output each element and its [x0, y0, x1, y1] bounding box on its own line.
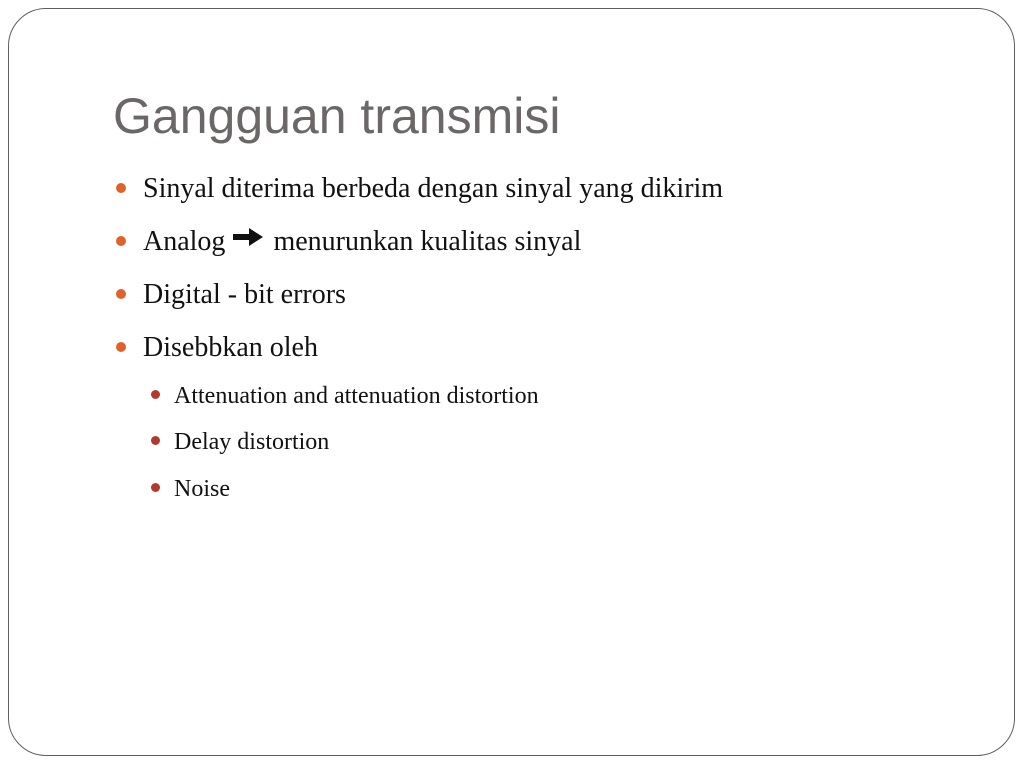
- sub-bullet-text: Noise: [174, 476, 230, 502]
- sub-bullet-dot-icon: [151, 390, 160, 399]
- bullet-dot-icon: [116, 183, 126, 193]
- bullet-text: Disebbkan oleh: [143, 332, 318, 363]
- bullet-text-before: Analog: [143, 226, 226, 257]
- sub-bullet-dot-icon: [151, 436, 160, 445]
- sub-bullet-item: [151, 474, 230, 504]
- right-arrow-icon: [231, 223, 265, 257]
- bullet-item: [116, 172, 723, 206]
- bullet-item: [116, 278, 346, 312]
- slide-title: Gangguan transmisi: [113, 88, 561, 144]
- bullet-text-after: menurunkan kualitas sinyal: [273, 226, 582, 257]
- sub-bullet-text: Attenuation and attenuation distortion: [174, 383, 539, 409]
- bullet-dot-icon: [116, 342, 126, 352]
- sub-bullet-text: Delay distortion: [174, 429, 330, 455]
- bullet-text: Digital - bit errors: [143, 279, 346, 310]
- bullet-dot-icon: [116, 289, 126, 299]
- sub-bullet-dot-icon: [151, 483, 160, 492]
- bullet-text: Sinyal diterima berbeda dengan sinyal yang dikirim: [143, 173, 724, 204]
- bullet-item: [116, 225, 581, 261]
- sub-bullet-item: [151, 427, 329, 457]
- bullet-dot-icon: [116, 236, 126, 246]
- sub-bullet-item: [151, 381, 539, 411]
- bullet-item: [116, 331, 318, 365]
